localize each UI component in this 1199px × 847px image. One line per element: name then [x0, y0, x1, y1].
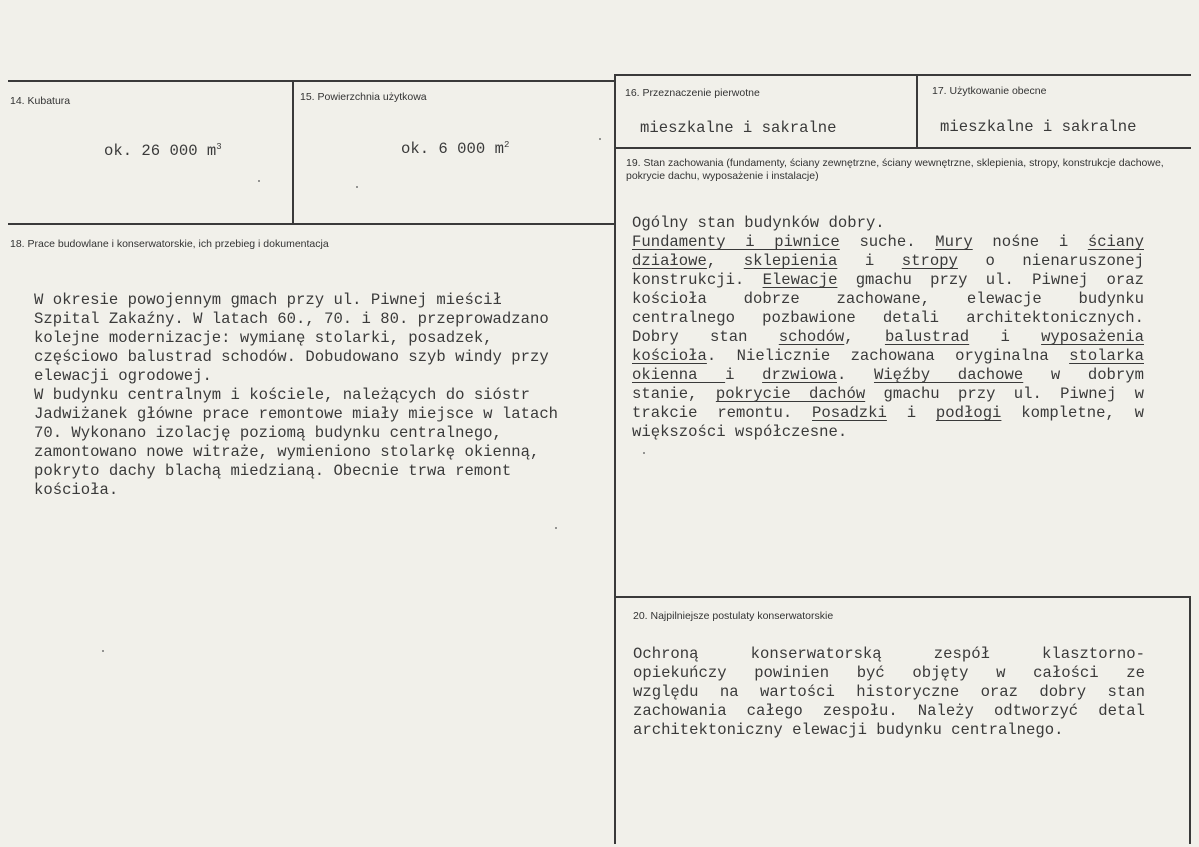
field-16-label: 16. Przeznaczenie pierwotne: [625, 87, 760, 99]
text-segment: w dobrym: [1023, 366, 1144, 384]
text-segment: trakcie remontu.: [632, 404, 813, 422]
field-20-text: [633, 645, 1145, 740]
text-segment: i: [969, 328, 1042, 346]
text-segment: o nienaruszonej: [957, 252, 1144, 270]
top-rule-right: [614, 74, 1191, 76]
typed-line: elewacji ogrodowej.: [34, 367, 212, 385]
text-segment: konstrukcji.: [632, 271, 763, 289]
typed-line: względu na wartości historyczne oraz dobry stan: [633, 683, 1145, 701]
typed-line: [632, 233, 1144, 252]
text-segment: gmachu przy ul. Piwnej oraz: [837, 271, 1144, 289]
paper-speck: [599, 138, 601, 140]
text-segment: . Nielicznie zachowana oryginalna: [706, 347, 1070, 365]
typed-line: [632, 309, 1144, 328]
field-14-value: [104, 142, 222, 161]
rule-16-19: [614, 147, 1191, 149]
typed-line: 70. Wykonano izolację poziomą budynku centralnego,: [34, 424, 502, 442]
divider-14-15: [292, 81, 294, 225]
typed-line: zachowania całego zespołu. Należy odtworzyć detal: [633, 702, 1145, 720]
typed-line: Ochroną konserwatorską zespół klasztorno-: [633, 645, 1145, 663]
field-17-label: 17. Użytkowanie obecne: [932, 85, 1047, 97]
typed-line: [632, 252, 1144, 271]
underlined-term: stolarka: [1069, 347, 1144, 365]
field-15-label: 15. Powierzchnia użytkowa: [300, 91, 427, 103]
text-segment: gmachu przy ul. Piwnej w: [865, 385, 1144, 403]
text-segment: nośne i: [972, 233, 1088, 251]
rule-14-18: [8, 223, 614, 225]
typed-line: [632, 347, 1144, 366]
typed-line: częściowo balustrad schodów. Dobudowano szyb windy przy: [34, 348, 549, 366]
underlined-term: schodów: [778, 328, 845, 346]
typed-line: [632, 328, 1144, 347]
paper-speck: [356, 186, 358, 188]
underlined-term: ściany: [1087, 233, 1144, 251]
paper-speck: [102, 650, 104, 652]
text-segment: ,: [844, 328, 885, 346]
text-segment: i: [725, 366, 763, 384]
underlined-term: działowe: [632, 252, 707, 270]
text-segment: i: [837, 252, 902, 270]
top-rule: [8, 80, 614, 82]
typed-line: Szpital Zakaźny. W latach 60., 70. i 80. przeprowadzano: [34, 310, 549, 328]
paper-speck: [258, 180, 260, 182]
typed-line: W budynku centralnym i kościele, należących do sióstr: [34, 386, 530, 404]
typed-line: Jadwiżanek główne prace remontowe miały miejsce w latach: [34, 405, 559, 423]
underlined-term: stropy: [901, 252, 958, 270]
typed-line: zamontowano nowe witraże, wymieniono stolarkę okienną,: [34, 443, 540, 461]
field-19-label: 19. Stan zachowania (fundamenty, ściany zewnętrzne, ściany wewnętrzne, sklepienia, stropy, konstrukcje dachowe, pokrycie dachu, wyposażenie i instalacje): [626, 157, 1164, 182]
underlined-term: pokrycie dachów: [715, 385, 866, 403]
text-segment: ,: [706, 252, 744, 270]
underlined-term: drzwiowa: [762, 366, 837, 384]
paper-speck: [555, 527, 557, 529]
text-segment: kompletne, w: [1001, 404, 1145, 422]
underlined-term: Elewacje: [762, 271, 838, 289]
field-17-value: mieszkalne i sakralne: [940, 118, 1137, 136]
typed-line: W okresie powojennym gmach przy ul. Piwnej mieścił: [34, 291, 502, 309]
typed-line: [632, 366, 1144, 385]
text-segment: stanie,: [632, 385, 716, 403]
underlined-term: wyposażenia: [1041, 328, 1145, 346]
field-18-text: [34, 291, 609, 500]
underlined-term: Fundamenty i piwnice: [632, 233, 840, 251]
rule-19-20: [614, 596, 1191, 598]
text-segment: kościoła dobrze zachowane, elewacje budynku: [632, 290, 1144, 308]
field-15-value: [401, 140, 509, 159]
underlined-term: Mury: [935, 233, 973, 251]
text-segment: .: [836, 366, 874, 384]
field-18-label: 18. Prace budowlane i konserwatorskie, ich przebieg i dokumentacja: [10, 238, 329, 250]
typed-line: [632, 423, 1144, 442]
unit-exponent: 3: [216, 141, 222, 152]
kubatura-value: ok. 26 000 m: [104, 142, 217, 160]
typed-line: kolejne modernizacje: wymianę stolarki, posadzek,: [34, 329, 493, 347]
text-segment: większości współczesne.: [632, 423, 848, 441]
underlined-term: kościoła: [632, 347, 707, 365]
text-segment: suche.: [839, 233, 936, 251]
field-19-text: [632, 214, 1144, 442]
typed-line: [632, 290, 1144, 309]
underlined-term: okienna: [632, 366, 726, 384]
right-edge-lower: [1189, 596, 1191, 844]
text-segment: centralnego pozbawione detali architektonicznych.: [632, 309, 1144, 327]
text-segment: i: [886, 404, 936, 422]
divider-main: [614, 74, 616, 844]
underlined-term: Posadzki: [812, 404, 887, 422]
underlined-term: podłogi: [935, 404, 1002, 422]
text-segment: Dobry stan: [632, 328, 779, 346]
underlined-term: balustrad: [884, 328, 970, 346]
typed-line: [632, 404, 1144, 423]
text-segment: Ogólny stan budynków dobry.: [632, 214, 885, 232]
field-20-label: 20. Najpilniejsze postulaty konserwatorskie: [633, 610, 834, 622]
unit-exponent: 2: [503, 139, 510, 150]
underlined-term: Więźby dachowe: [873, 366, 1024, 384]
typed-line: pokryto dachy blachą miedzianą. Obecnie trwa remont: [34, 462, 512, 480]
divider-16-17: [916, 74, 918, 147]
typed-line: [632, 214, 1144, 233]
typed-line: architektoniczny elewacji budynku centralnego.: [633, 721, 1064, 739]
field-16-value: mieszkalne i sakralne: [640, 119, 837, 137]
powierzchnia-value: ok. 6 000 m: [401, 140, 504, 158]
paper-speck: [643, 452, 645, 454]
typed-line: [632, 385, 1144, 404]
typed-line: [632, 271, 1144, 290]
field-14-label: 14. Kubatura: [10, 95, 71, 107]
typed-line: opiekuńczy powinien być objęty w całości ze: [633, 664, 1145, 682]
underlined-term: sklepienia: [743, 252, 838, 270]
typed-line: kościoła.: [34, 481, 119, 499]
